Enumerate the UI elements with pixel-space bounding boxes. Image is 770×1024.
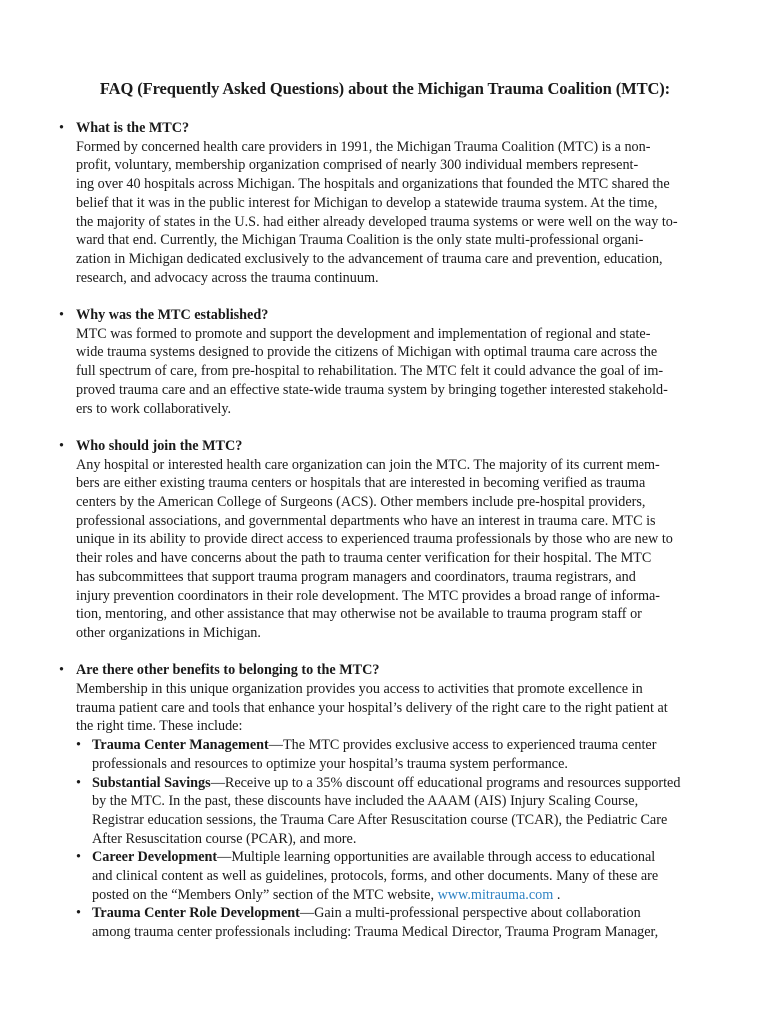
website-link[interactable]: www.mitrauma.com [437,886,554,903]
faq-answer: MTC was formed to promote and support the development and implementation of regional and state- wide trauma systems designed to provide the citizens of Michigan with optimal trauma care across the full spectrum of care, from pre-hospital to rehabilitation. The MTC felt it could advance the goal of im- proved trauma care and an effective state-wide trauma system by bringing together interested stakehold- ers to work collaboratively. [76,325,668,417]
faq-answer: Any hospital or interested health care organization can join the MTC. The majority of its current mem- bers are either existing trauma centers or hospitals that are interested in becoming verified as trauma centers by the American College of Surgeons (ACS). Other members include pre-hospital providers, professional associations, and governmental departments who have an interest in trauma care. MTC is unique in its ability to provide direct access to experienced trauma professionals by those who are new to their roles and have concerns about the path to trauma center verification for their hospital. The MTC has subcommittees that support trauma program managers and coordinators, trauma registrars, and injury prevention coordinators in their role development. The MTC provides a broad range of informa- tion, mentoring, and other assistance that may otherwise not be available to trauma program staff or other organizations in Michigan. [76,456,673,641]
benefit-text: —Receive up to a 35% discount off educational programs and resources supported by the MTC. In the past, these discounts have included the AAAM (AIS) Injury Scaling Course, Registrar education sessions, the Trauma Care After Resuscitation course (TCAR), the Pediatric Care After Resuscitation course (PCAR), and more. [92,774,681,847]
faq-answer: Formed by concerned health care providers in 1991, the Michigan Trauma Coalition (MTC) is a non- profit, voluntary, membership organization comprised of nearly 300 individual members represent- ing over 40 hospitals across Michigan. The hospitals and organizations that founded the MTC shared the belief that it was in the public interest for Michigan to develop a statewide trauma system. At the time, the majority of states in the U.S. had either already developed trauma systems or were well on the way to- ward that end. Currently, the Michigan Trauma Coalition is the only state multi-professional organi- zation in Michigan dedicated exclusively to the advancement of trauma care and prevention, education, research, and advocacy across the trauma continuum. [76,138,678,286]
benefit-term: Trauma Center Management [92,737,269,754]
benefit-text-after: . [553,886,561,903]
benefit-item-career-development [76,848,716,904]
benefit-term: Trauma Center Role Development [92,905,300,922]
faq-item-why-established [56,306,716,418]
faq-answer: Membership in this unique organization provides you access to activities that promote excellence in trauma patient care and tools that enhance your hospital’s delivery of the right care to the right patient at the right time. These include: [76,681,668,735]
page-title: FAQ (Frequently Asked Questions) about the Michigan Trauma Coalition (MTC): [99,79,671,98]
faq-question: • Why was the MTC established? [76,307,269,324]
benefit-item-role-development [76,904,716,941]
benefit-term: Substantial Savings [92,774,211,791]
faq-question: • Are there other benefits to belonging to the MTC? [76,662,380,679]
benefits-list [76,736,716,942]
benefit-item-trauma-center-management [76,736,716,773]
faq-item-what-is-mtc [56,119,716,287]
faq-question: • What is the MTC? [76,120,190,136]
faq-item-other-benefits [56,661,716,942]
faq-item-who-should-join [56,437,716,643]
benefit-text: —The MTC provides exclusive access to experienced trauma center professionals and resources to optimize your hospital’s trauma system performance. [92,737,657,772]
faq-list [56,119,716,961]
benefit-text: —Gain a multi-professional perspective about collaboration among trauma center professionals including: Trauma Medical Director, Trauma Program Manager, [92,905,659,941]
benefit-item-substantial-savings [76,774,716,849]
benefit-term: Career Development [92,849,218,866]
faq-question: • Who should join the MTC? [76,437,243,454]
benefit-text: —Multiple learning opportunities are available through access to educational and clinical content as well as guidelines, protocols, forms, and other documents. Many of these are posted on the “Members Only” section of the MTC website, [92,849,659,903]
